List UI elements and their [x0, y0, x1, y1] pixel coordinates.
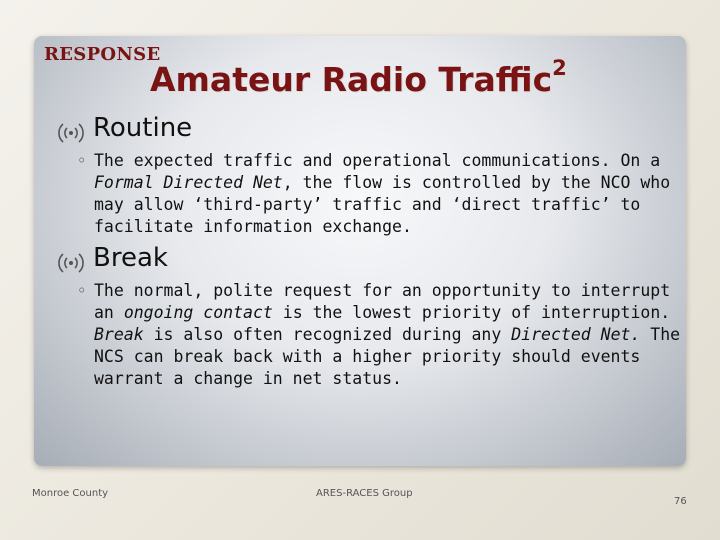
break-text-2: ongoing contact [123, 303, 273, 322]
break-text-3: is the lowest priority of interruption. [272, 303, 671, 322]
slide-title-text: Amateur Radio Traffic [150, 60, 553, 99]
routine-text-2: Formal Directed Net [94, 173, 283, 192]
break-text-4: Break [94, 325, 144, 344]
title-superscript: 2 [552, 56, 567, 80]
break-text-1: The normal, polite request for an opportunity to interrupt an [94, 281, 671, 322]
footer-center: ARES-RACES Group [316, 488, 413, 499]
break-text-6: Directed Net. [511, 325, 641, 344]
page-number: 76 [674, 496, 687, 507]
routine-text-1: The expected traffic and operational communications. On a [94, 151, 661, 170]
radio-wave-icon [58, 252, 84, 279]
routine-text-3: , the flow is controlled by the NCO who may allow ‘third-party’ traffic and ‘direct traffic’ to facilitate information exchange. [94, 173, 671, 236]
routine-description [94, 150, 684, 238]
bullet-heading-routine: Routine [93, 113, 193, 143]
section-tag: RESPONSE [44, 44, 161, 65]
sub-bullet-marker: ◦ [77, 151, 87, 170]
sub-bullet-marker: ◦ [77, 281, 87, 300]
break-text-5: is also often recognized during any [143, 325, 512, 344]
bullet-heading-break: Break [93, 243, 168, 273]
radio-wave-icon [58, 122, 84, 149]
slide-title [150, 56, 567, 99]
break-text-7: The NCS can break back with a higher priority should events warrant a change in net status. [94, 325, 681, 388]
break-description [94, 280, 684, 390]
footer-left: Monroe County [32, 488, 109, 499]
